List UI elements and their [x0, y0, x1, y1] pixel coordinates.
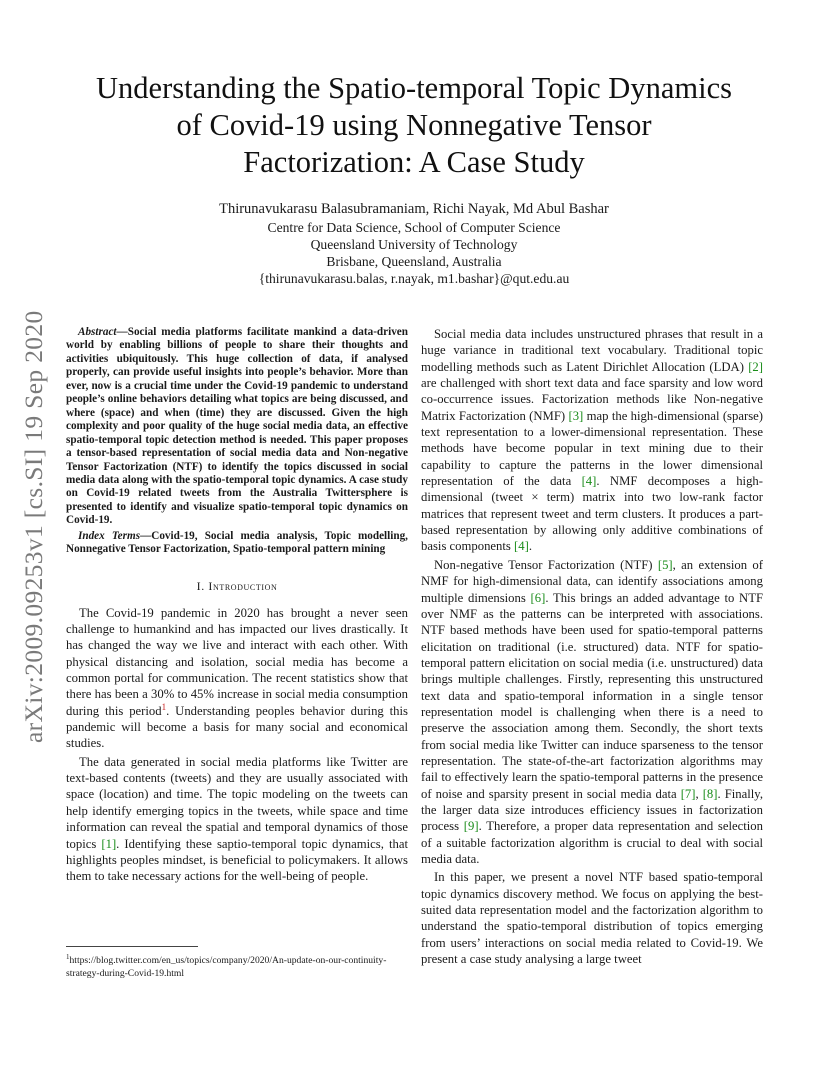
citation-link[interactable]: [6]	[530, 590, 546, 605]
index-terms-label: Index Terms	[78, 529, 141, 542]
affiliation-line: Queensland University of Technology	[310, 237, 518, 252]
abstract	[66, 326, 408, 528]
paragraph	[421, 326, 763, 555]
author-names: Thirunavukarasu Balasubramaniam, Richi Nayak, Md Abul Bashar	[219, 201, 609, 217]
abstract-text: —Social media platforms facilitate mankind a data-driven world by enabling billions of people to share their thoughts and activities ubiquitously. This huge collection of data, if analysed properly, can provide useful insights into people’s behavior. More than ever, now is a crucial time under the Covid-19 pandemic to understand people’s online behaviors detailing what topics are being discussed, and where (space) and when (time) they are discussed. Given the high complexity and poor quality of the huge social media data, an effective spatio-temporal topic detection method is needed. This paper proposes a tensor-based representation of social media data and Non-negative Tensor Factorization (NTF) to identify the topics discussed in social media data along with the spatio-temporal topic dynamics. A case study on Covid-19 related tweets from the Australia Twittersphere is presented to identify and visualize spatio-temporal topic dynamics on Covid-19.	[66, 326, 408, 527]
paragraph-text: . This brings an added advantage to NTF over NMF as the patterns can be interpreted with associations. NTF based methods have been used for spatio-temporal patterns elicitation on traditional (i.e. structured) data. NTF for spatio-temporal pattern elicitation on social media (i.e. unstructured) data brings multiple challenges. Firstly, representing this unstructured text data and spatio-temporal information in a single tensor representation model is challenging when there is a need to preserve the association among them. Secondly, the short texts from social media like Twitter can induce sparseness to the tensor representation. The state-of-the-art factorization algorithms may fail to effectively learn the spatio-temporal patterns in the presence of noise and sparsity present in social media data	[421, 590, 764, 801]
citation-link[interactable]: [9]	[463, 819, 479, 834]
citation-link[interactable]: [4]	[581, 474, 597, 489]
citation-link[interactable]: [8]	[702, 786, 718, 801]
paragraph	[66, 754, 408, 885]
paragraph-text: . Therefore, a proper data representation and selection of a suitable factorization algorithm is crucial to deal with social media data.	[421, 819, 763, 866]
paragraph-text: Non-negative Tensor Factorization (NTF)	[434, 557, 658, 572]
footnote-link[interactable]: 1	[161, 701, 167, 712]
citation-link[interactable]: [2]	[748, 359, 763, 374]
right-column	[421, 326, 763, 967]
paragraph	[421, 557, 763, 868]
author-block	[90, 200, 738, 287]
paragraph-text: . Finally, the larger data size introduces efficiency issues in factorization process	[421, 786, 764, 834]
paragraph-text: . NMF decomposes a high-dimensional (tweet × term) matrix into two low-rank factor matrices that represent tweet and term clusters. It produces a part-based representation by allowing only additive combinations of basis components	[421, 474, 763, 554]
paragraph-text: The Covid-19 pandemic in 2020 has brought a never seen challenge to humankind and has impacted our lives drastically. It has changed the way we live and interact with each other. With physical distancing and isolation, social media has become a common portal for communication. The recent statistics show that there has been a 30% to 45% increase in social media consumption during this period	[66, 605, 408, 718]
paragraph-text: . Understanding peoples behavior during this pandemic will become a basis for many social and economical studies.	[66, 703, 408, 751]
paragraph-text: ,	[695, 786, 703, 801]
paragraph-text: . Identifying these saptio-temporal topic dynamics, that highlights peoples mindset, is beneficial to policymakers. It allows them to take necessary actions for the well-being of people.	[66, 836, 408, 884]
paragraph	[66, 605, 408, 752]
title-line: Understanding the Spatio-temporal Topic Dynamics	[96, 71, 732, 105]
paragraph-text: The data generated in social media platforms like Twitter are text-based contents (tweets) and they are usually associated with space (location) and time. The topic modeling on the tweets can help identify emerging topics in the tweets, while space and time information can reveal the spatial and temporal dynamics of those topics	[66, 754, 408, 851]
abstract-label: Abstract	[78, 326, 117, 338]
paragraph-text: are challenged with short text data and face sparsity and low word co-occurrence issues. Factorization methods like Non-negative Matrix Factorization (NMF)	[421, 376, 763, 423]
index-terms-text: —Covid-19, Social media analysis, Topic modelling, Nonnegative Tensor Factorization, Spatio-temporal pattern mining	[66, 529, 408, 556]
paper-title	[60, 70, 768, 181]
paragraph-text: .	[528, 539, 533, 554]
author-emails: {thirunavukarasu.balas, r.nayak, m1.bashar}@qut.edu.au	[258, 271, 570, 286]
paragraph-text: map the high-dimensional (sparse) text representation to a lower-dimensional representation. These methods have become popular in text mining due to their capability to capture the patterns in the lower dimensional representation of the data	[421, 408, 763, 489]
footnote	[66, 946, 408, 980]
citation-link[interactable]: [3]	[568, 408, 584, 423]
citation-link[interactable]: [7]	[680, 786, 696, 801]
paragraph-text: Social media data includes unstructured phrases that result in a huge variance in traditional text vocabulary. Traditional topic modelling methods such as Latent Dirichlet Allocation (LDA)	[421, 327, 763, 374]
footnote-url[interactable]: https://blog.twitter.com/en_us/topics/company/2020/An-update-on-our-continuity-strategy-during-Covid-19.html	[66, 955, 387, 979]
footnote-mark: 1	[66, 953, 70, 961]
paragraph: In this paper, we present a novel NTF based spatio-temporal topic dynamics discovery method. We focus on applying the best-suited data representation model and the factorization algorithm to understand the spatio-temporal distribution of topics emerging from users’ interactions on social media related to Covid-19. We present a case study analysing a large tweet	[421, 870, 763, 967]
paragraph-text: , an extension of NMF for high-dimensional data, can identify associations among multiple dimensions	[421, 557, 763, 605]
section-heading-introduction: I. Introduction	[196, 578, 278, 593]
footnote-rule	[66, 946, 198, 947]
citation-link[interactable]: [1]	[101, 836, 117, 851]
citation-link[interactable]: [5]	[657, 557, 673, 572]
affiliation-line: Centre for Data Science, School of Computer Science	[267, 220, 561, 235]
title-line: of Covid-19 using Nonnegative Tensor	[176, 108, 652, 142]
index-terms	[66, 530, 408, 557]
citation-link[interactable]: [4]	[514, 539, 529, 554]
affiliation-line: Brisbane, Queensland, Australia	[326, 254, 502, 269]
arxiv-identifier: arXiv:2009.09253v1 [cs.SI] 19 Sep 2020	[19, 310, 48, 744]
left-column	[66, 326, 408, 885]
title-line: Factorization: A Case Study	[243, 145, 585, 179]
